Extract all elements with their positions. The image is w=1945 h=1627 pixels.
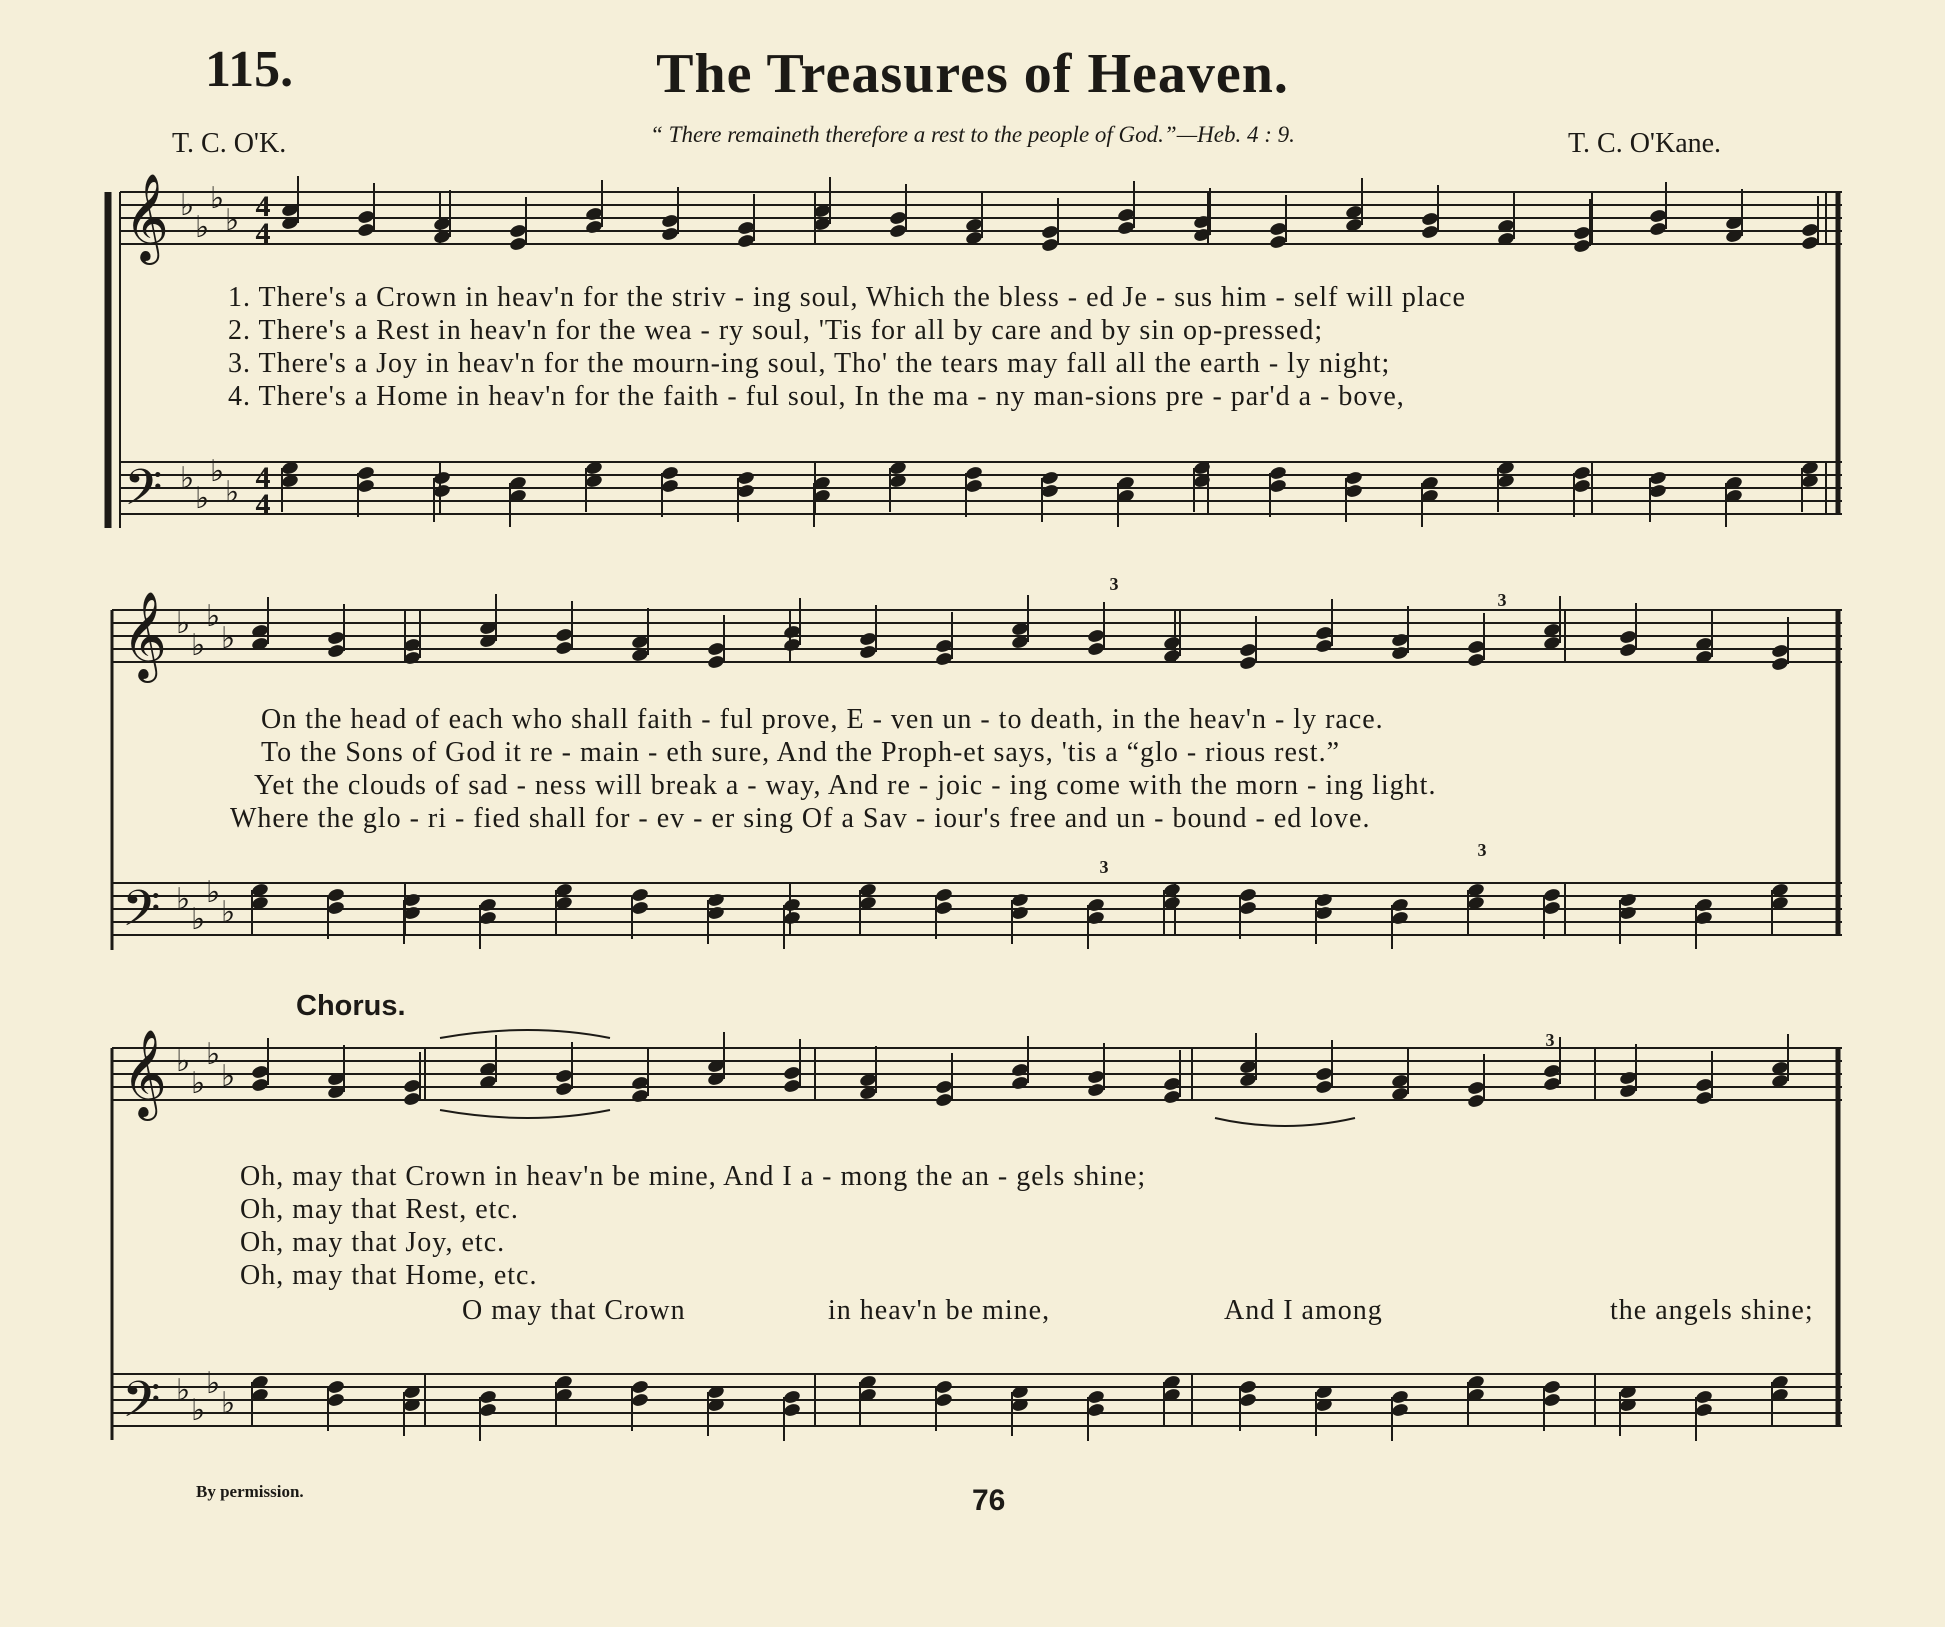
note-head xyxy=(1801,235,1820,251)
note-head xyxy=(1041,237,1060,253)
triplet-mark: 3 xyxy=(1477,840,1487,860)
bass-clef-icon: 𝄢 xyxy=(122,880,161,950)
note-head xyxy=(479,1389,498,1405)
note-head xyxy=(1315,638,1334,654)
verse-line-2-cont: To the Sons of God it re - main - eth sure, And the Proph-et says, 'tis a “glo - rious rest.” xyxy=(261,737,1341,768)
note-head xyxy=(1239,900,1258,916)
note-head xyxy=(737,220,756,236)
note-head xyxy=(1573,238,1592,254)
note-head xyxy=(1649,470,1668,486)
note-head xyxy=(1315,1079,1334,1095)
note-head xyxy=(783,624,802,640)
note-head xyxy=(935,1379,954,1395)
hymn-title: The Treasures of Heaven. xyxy=(656,43,1289,105)
note-head xyxy=(479,1402,498,1418)
note-head xyxy=(433,483,452,499)
treble-clef-icon: 𝄞 xyxy=(122,1028,167,1117)
note-head xyxy=(1269,221,1288,237)
note-head xyxy=(1315,625,1334,641)
note-head xyxy=(433,470,452,486)
note-head xyxy=(783,910,802,926)
note-head xyxy=(1117,220,1136,236)
triplet-mark: 3 xyxy=(1109,574,1119,594)
note-head xyxy=(1619,892,1638,908)
triplet-mark: 3 xyxy=(1545,1030,1555,1050)
note-head xyxy=(1695,1090,1714,1106)
note-head xyxy=(631,887,650,903)
note-head xyxy=(1239,887,1258,903)
note-head xyxy=(783,1065,802,1081)
words-author: T. C. O'K. xyxy=(172,128,287,159)
note-head xyxy=(1239,1379,1258,1395)
triplet-mark: 3 xyxy=(1497,590,1507,610)
note-head xyxy=(555,640,574,656)
note-head xyxy=(1391,897,1410,913)
svg-text:♭: ♭ xyxy=(210,181,225,216)
note-head xyxy=(1619,905,1638,921)
treble-clef-icon: 𝄞 xyxy=(122,590,167,679)
note-head xyxy=(1269,234,1288,250)
note-head xyxy=(479,897,498,913)
note-head xyxy=(1543,887,1562,903)
note-head xyxy=(1467,1080,1486,1096)
note-head xyxy=(631,1075,650,1091)
bass-words-4: the angels shine; xyxy=(1610,1295,1814,1326)
note-head xyxy=(661,478,680,494)
bass-words-1: O may that Crown xyxy=(462,1295,686,1326)
note-head xyxy=(935,1392,954,1408)
svg-text:♭: ♭ xyxy=(225,203,240,238)
svg-text:♭: ♭ xyxy=(210,454,225,489)
note-head xyxy=(1087,1082,1106,1098)
note-head xyxy=(783,1402,802,1418)
note-head xyxy=(1087,641,1106,657)
note-head xyxy=(1269,465,1288,481)
note-head xyxy=(859,631,878,647)
svg-text:♭: ♭ xyxy=(221,1059,236,1094)
note-head xyxy=(1345,483,1364,499)
time-signature-top: 4 xyxy=(255,190,271,223)
note-head xyxy=(707,892,726,908)
note-head xyxy=(1771,656,1790,672)
note-head xyxy=(327,1379,346,1395)
permission-note: By permission. xyxy=(196,1482,304,1501)
note-head xyxy=(1391,645,1410,661)
svg-text:♭: ♭ xyxy=(206,1366,221,1401)
note-head xyxy=(783,1078,802,1094)
note-head xyxy=(1011,1062,1030,1078)
svg-text:♭: ♭ xyxy=(191,1393,206,1428)
note-head xyxy=(1543,1392,1562,1408)
note-head xyxy=(403,1078,422,1094)
note-head xyxy=(1573,225,1592,241)
note-head xyxy=(1543,1379,1562,1395)
note-head xyxy=(327,1392,346,1408)
note-head xyxy=(555,627,574,643)
note-head xyxy=(935,1079,954,1095)
note-head xyxy=(1041,470,1060,486)
svg-text:♭: ♭ xyxy=(206,875,221,910)
note-head xyxy=(631,1379,650,1395)
triplet-mark: 3 xyxy=(1099,857,1109,877)
chorus-line-1: Oh, may that Crown in heav'n be mine, And I a - mong the an - gels shine; xyxy=(240,1161,1147,1192)
verse-line-4-cont: Where the glo - ri - fied shall for - ev - er sing Of a Sav - iour's free and un - bound - ed love. xyxy=(230,803,1371,834)
verse-line-1: 1. There's a Crown in heav'n for the striv - ing soul, Which the bless - ed Je - sus him - self will place xyxy=(228,282,1466,313)
hymn-number: 115. xyxy=(205,41,294,98)
note-head xyxy=(631,1088,650,1104)
note-head xyxy=(783,897,802,913)
note-head xyxy=(1649,221,1668,237)
svg-text:♭: ♭ xyxy=(191,1066,206,1101)
svg-text:♭: ♭ xyxy=(206,1037,221,1072)
note-head xyxy=(585,206,604,222)
note-head xyxy=(661,226,680,242)
note-head xyxy=(1695,910,1714,926)
note-head xyxy=(555,1068,574,1084)
note-head xyxy=(707,654,726,670)
note-head xyxy=(1163,1089,1182,1105)
note-head xyxy=(965,465,984,481)
chorus-line-2: Oh, may that Rest, etc. xyxy=(240,1194,519,1225)
note-head xyxy=(403,1091,422,1107)
note-head xyxy=(327,900,346,916)
note-head xyxy=(1467,1093,1486,1109)
note-head xyxy=(1315,892,1334,908)
note-head xyxy=(965,478,984,494)
note-head xyxy=(1649,208,1668,224)
bass-words-3: And I among xyxy=(1224,1295,1383,1326)
note-head xyxy=(1573,478,1592,494)
note-head xyxy=(327,630,346,646)
time-signature-bottom: 4 xyxy=(255,217,271,250)
note-head xyxy=(1041,224,1060,240)
note-head xyxy=(1087,628,1106,644)
note-head xyxy=(1421,211,1440,227)
chorus-label: Chorus. xyxy=(296,990,406,1022)
note-head xyxy=(357,209,376,225)
note-head xyxy=(1543,1063,1562,1079)
note-head xyxy=(1391,910,1410,926)
chorus-line-3: Oh, may that Joy, etc. xyxy=(240,1227,506,1258)
note-head xyxy=(935,1092,954,1108)
svg-text:♭: ♭ xyxy=(176,1373,191,1408)
svg-text:♭: ♭ xyxy=(191,902,206,937)
note-head xyxy=(661,213,680,229)
note-head xyxy=(1239,1392,1258,1408)
svg-text:♭: ♭ xyxy=(221,1386,236,1421)
note-head xyxy=(1087,1402,1106,1418)
note-head xyxy=(1163,1076,1182,1092)
note-head xyxy=(1391,1389,1410,1405)
bass-clef-icon: 𝄢 xyxy=(124,459,163,529)
note-head xyxy=(509,236,528,252)
note-head xyxy=(1087,910,1106,926)
note-head xyxy=(1087,1389,1106,1405)
note-head xyxy=(1695,1402,1714,1418)
verse-line-3: 3. There's a Joy in heav'n for the mourn-ing soul, Tho' the tears may fall all the earth - ly night; xyxy=(228,348,1391,379)
note-head xyxy=(1269,478,1288,494)
svg-text:♭: ♭ xyxy=(221,621,236,656)
note-head xyxy=(1011,892,1030,908)
note-head xyxy=(1619,1083,1638,1099)
note-head xyxy=(859,644,878,660)
note-head xyxy=(783,1389,802,1405)
time-signature-bottom: 4 xyxy=(255,488,271,521)
verse-line-1-cont: On the head of each who shall faith - ful prove, E - ven un - to death, in the heav'n - ly race. xyxy=(261,704,1384,735)
note-head xyxy=(935,887,954,903)
note-head xyxy=(631,1392,650,1408)
note-head xyxy=(555,1081,574,1097)
bass-words-2: in heav'n be mine, xyxy=(828,1295,1051,1326)
note-head xyxy=(357,465,376,481)
note-head xyxy=(783,637,802,653)
note-head xyxy=(1041,483,1060,499)
svg-text:♭: ♭ xyxy=(195,481,210,516)
svg-text:♭: ♭ xyxy=(191,628,206,663)
note-head xyxy=(1695,897,1714,913)
note-head xyxy=(1573,465,1592,481)
svg-text:♭: ♭ xyxy=(176,606,191,641)
svg-text:♭: ♭ xyxy=(180,188,195,223)
note-head xyxy=(1649,483,1668,499)
note-head xyxy=(1619,642,1638,658)
music-author: T. C. O'Kane. xyxy=(1568,128,1722,159)
note-head xyxy=(707,905,726,921)
note-head xyxy=(327,643,346,659)
note-head xyxy=(1619,629,1638,645)
treble-clef-icon: 𝄞 xyxy=(124,172,169,261)
note-head xyxy=(1543,1076,1562,1092)
note-head xyxy=(737,233,756,249)
note-head xyxy=(1011,905,1030,921)
note-head xyxy=(737,470,756,486)
svg-text:♭: ♭ xyxy=(176,1044,191,1079)
page-number: 76 xyxy=(972,1484,1006,1517)
note-head xyxy=(1801,222,1820,238)
note-head xyxy=(935,651,954,667)
note-head xyxy=(1087,1069,1106,1085)
note-head xyxy=(889,210,908,226)
chorus-line-4: Oh, may that Home, etc. xyxy=(240,1260,538,1291)
note-head xyxy=(1087,897,1106,913)
verse-line-3-cont: Yet the clouds of sad - ness will break a - way, And re - joic - ing come with the morn - ing light. xyxy=(254,770,1437,801)
note-head xyxy=(631,900,650,916)
note-head xyxy=(1467,652,1486,668)
note-head xyxy=(1391,1402,1410,1418)
verse-line-4: 4. There's a Home in heav'n for the faith - ful soul, In the ma - ny man-sions pre - par'd a - bove, xyxy=(228,381,1405,412)
note-head xyxy=(889,223,908,239)
note-head xyxy=(1315,905,1334,921)
note-head xyxy=(357,222,376,238)
svg-text:♭: ♭ xyxy=(206,599,221,634)
note-head xyxy=(1421,224,1440,240)
note-head xyxy=(1345,470,1364,486)
svg-text:♭: ♭ xyxy=(225,475,240,510)
note-head xyxy=(1695,1389,1714,1405)
bass-clef-icon: 𝄢 xyxy=(122,1371,161,1441)
svg-text:♭: ♭ xyxy=(180,461,195,496)
note-head xyxy=(661,465,680,481)
note-head xyxy=(479,910,498,926)
note-head xyxy=(327,887,346,903)
note-head xyxy=(1239,655,1258,671)
svg-text:♭: ♭ xyxy=(195,210,210,245)
verse-line-2: 2. There's a Rest in heav'n for the wea - ry soul, 'Tis for all by care and by sin op-pressed; xyxy=(228,315,1324,346)
note-head xyxy=(1391,632,1410,648)
note-head xyxy=(1117,207,1136,223)
note-head xyxy=(1011,1075,1030,1091)
note-head xyxy=(251,1077,270,1093)
note-head xyxy=(1239,642,1258,658)
note-head xyxy=(1771,643,1790,659)
note-head xyxy=(1695,1077,1714,1093)
note-head xyxy=(251,1064,270,1080)
note-head xyxy=(1619,1070,1638,1086)
svg-text:♭: ♭ xyxy=(221,895,236,930)
note-head xyxy=(1467,639,1486,655)
note-head xyxy=(357,478,376,494)
note-head xyxy=(509,223,528,239)
time-signature-top: 4 xyxy=(255,461,271,494)
note-head xyxy=(737,483,756,499)
note-head xyxy=(935,638,954,654)
note-head xyxy=(707,641,726,657)
note-head xyxy=(935,900,954,916)
epigraph: “ There remaineth therefore a rest to the people of God.”—Heb. 4 : 9. xyxy=(650,122,1295,147)
svg-text:♭: ♭ xyxy=(176,882,191,917)
note-head xyxy=(585,219,604,235)
note-head xyxy=(1543,900,1562,916)
note-head xyxy=(1315,1066,1334,1082)
